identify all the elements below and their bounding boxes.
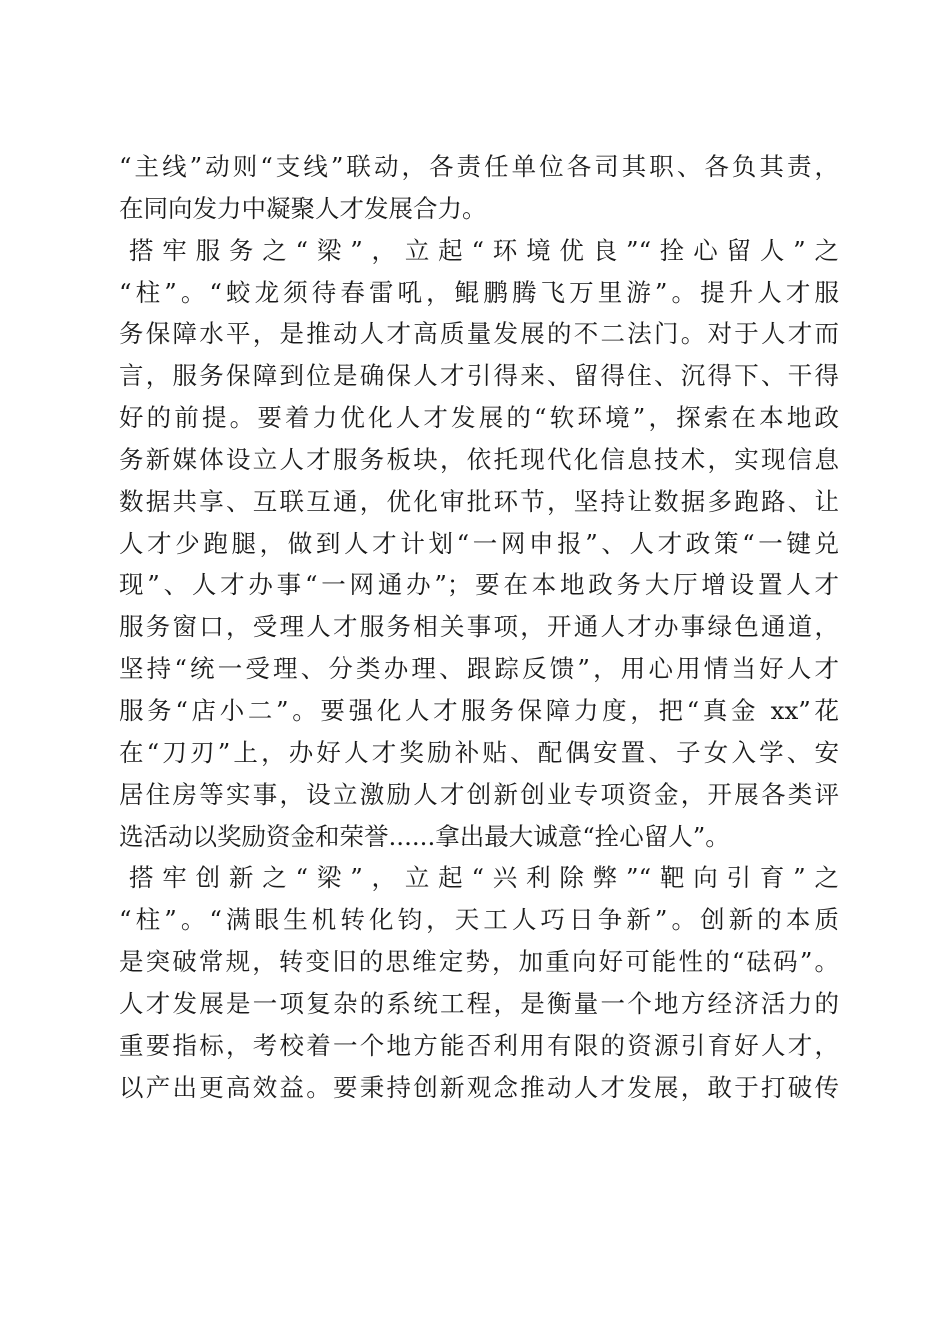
text-line: 选活动以奖励资金和荣誉......拿出最大诚意“拴心留人”。 <box>119 821 730 851</box>
text-line: 务保障水平，是推动人才高质量发展的不二法门。对于人才而 <box>119 319 839 349</box>
text-line: 言，服务保障到位是确保人才引得来、留得住、沉得下、干得 <box>119 361 839 391</box>
text-line: 搭牢创新之“梁”，立起“兴利除弊”“靶向引育”之 <box>129 863 839 893</box>
text-line: 以产出更高效益。要秉持创新观念推动人才发展，敢于打破传 <box>119 1072 839 1102</box>
text-line: 坚持“统一受理、分类办理、跟踪反馈”，用心用情当好人才 <box>119 654 839 684</box>
text-line: “柱”。“蛟龙须待春雷吼，鲲鹏腾飞万里游”。提升人才服 <box>119 277 839 307</box>
text-line: 搭牢服务之“梁”，立起“环境优良”“拴心留人”之 <box>129 235 839 265</box>
text-line: “柱”。“满眼生机转化钧，天工人巧日争新”。创新的本质 <box>119 905 839 935</box>
text-line: 好的前提。要着力优化人才发展的“软环境”，探索在本地政 <box>119 403 839 433</box>
text-line: 是突破常规，转变旧的思维定势，加重向好可能性的“砝码”。 <box>119 947 839 977</box>
text-line: 在同向发力中凝聚人才发展合力。 <box>119 193 487 223</box>
text-line: 人才少跑腿，做到人才计划“一网申报”、人才政策“一键兑 <box>119 528 839 558</box>
text-line: “主线”动则“支线”联动，各责任单位各司其职、各负其责， <box>119 152 839 181</box>
text-line: 服务窗口，受理人才服务相关事项，开通人才办事绿色通道， <box>119 612 839 642</box>
text-line: 现”、人才办事“一网通办”；要在本地政务大厅增设置人才 <box>119 570 839 600</box>
text-line: 在“刀刃”上，办好人才奖励补贴、配偶安置、子女入学、安 <box>119 737 839 767</box>
text-line: 重要指标，考校着一个地方能否利用有限的资源引育好人才， <box>119 1030 839 1060</box>
text-line: 居住房等实事，设立激励人才创新创业专项资金，开展各类评 <box>119 779 839 809</box>
text-line: 人才发展是一项复杂的系统工程，是衡量一个地方经济活力的 <box>119 988 839 1018</box>
text-line: 数据共享、互联互通，优化审批环节，坚持让数据多跑路、让 <box>119 486 839 516</box>
text-line: 务新媒体设立人才服务板块，依托现代化信息技术，实现信息 <box>119 444 839 474</box>
body-text <box>119 146 839 1108</box>
text-line: 服务“店小二”。要强化人才服务保障力度，把“真金 xx”花 <box>119 695 839 725</box>
